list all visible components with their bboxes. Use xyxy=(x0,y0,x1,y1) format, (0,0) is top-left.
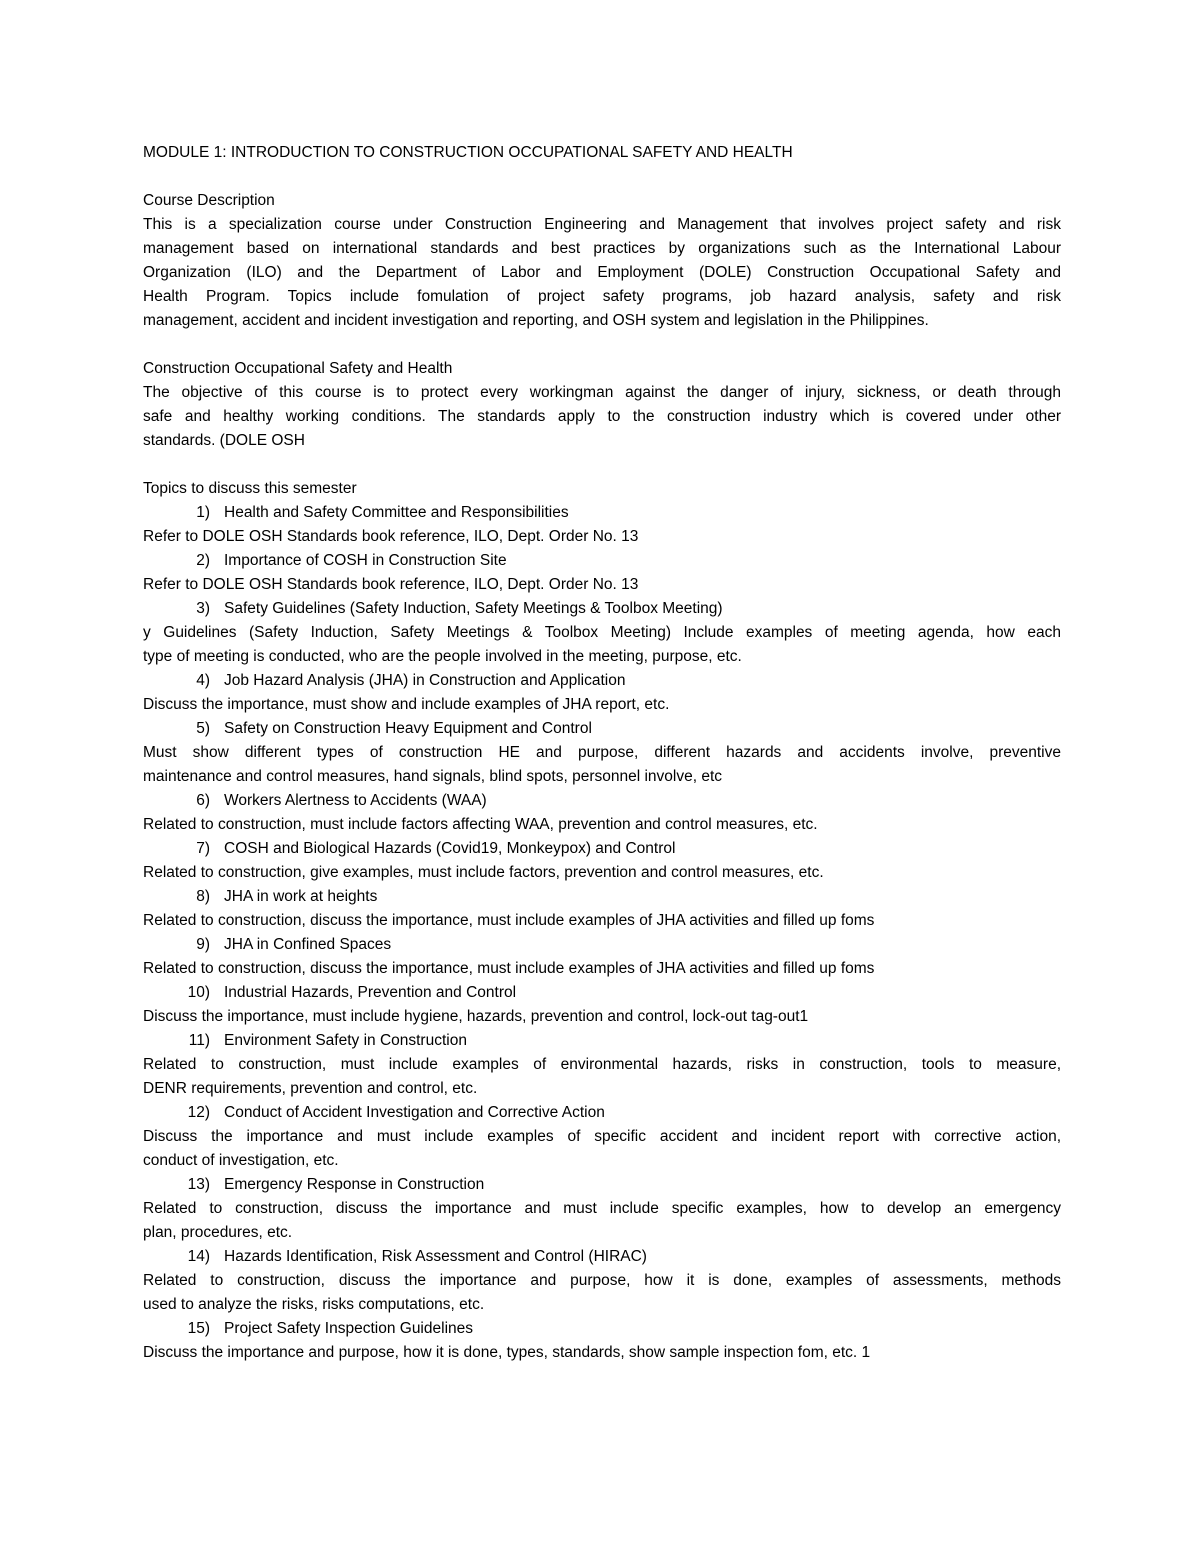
topic-title: Industrial Hazards, Prevention and Control xyxy=(224,984,517,1001)
topic-description: maintenance and control measures, hand signals, blind spots, personnel involve, etc xyxy=(143,768,723,785)
course-description-line: management, accident and incident investigation and reporting, and OSH system and legislation in the Philippines. xyxy=(143,312,929,329)
topic-title: Safety on Construction Heavy Equipment and Control xyxy=(224,720,592,737)
topic-number: 13) xyxy=(187,1176,210,1193)
topic-title: Job Hazard Analysis (JHA) in Construction and Application xyxy=(224,672,626,689)
topic-title-row xyxy=(143,885,1061,909)
topic-description: Related to construction, discuss the importance, must include examples of JHA activities and filled up foms xyxy=(143,912,875,929)
topic-number: 4) xyxy=(196,672,210,689)
cosh-heading: Construction Occupational Safety and Health xyxy=(143,360,453,377)
topic-description: Related to construction, must include examples of environmental hazards, risks in construction, tools to measure, xyxy=(143,1056,1061,1073)
topic-description: Related to construction, discuss the importance, must include examples of JHA activities and filled up foms xyxy=(143,960,875,977)
topic-number: 7) xyxy=(196,840,210,857)
topic-title-row xyxy=(143,1101,1061,1125)
topic-title-row xyxy=(143,597,1061,621)
topic-number: 14) xyxy=(187,1248,210,1265)
course-description-line: Health Program. Topics include fomulation of project safety programs, job hazard analysis, safety and risk xyxy=(143,288,1061,305)
topic-description: type of meeting is conducted, who are the people involved in the meeting, purpose, etc. xyxy=(143,648,742,665)
topic-description: conduct of investigation, etc. xyxy=(143,1152,339,1169)
course-description-line: management based on international standards and best practices by organizations such as the International Labour xyxy=(143,240,1061,257)
topic-description: Discuss the importance, must show and include examples of JHA report, etc. xyxy=(143,696,670,713)
topic-description: Related to construction, give examples, must include factors, prevention and control measures, etc. xyxy=(143,864,824,881)
topic-title: Environment Safety in Construction xyxy=(224,1032,467,1049)
topic-title-row xyxy=(143,1317,1061,1341)
topic-description: Discuss the importance and must include examples of specific accident and incident report with corrective action, xyxy=(143,1128,1061,1145)
topic-title-row xyxy=(143,1029,1061,1053)
topic-title-row xyxy=(143,1245,1061,1269)
topic-title: JHA in Confined Spaces xyxy=(224,936,392,953)
cosh-line: standards. (DOLE OSH xyxy=(143,432,305,449)
topic-title: Conduct of Accident Investigation and Corrective Action xyxy=(224,1104,605,1121)
topic-title: Project Safety Inspection Guidelines xyxy=(224,1320,473,1337)
topic-description: DENR requirements, prevention and control, etc. xyxy=(143,1080,478,1097)
topic-number: 12) xyxy=(187,1104,210,1121)
spacer xyxy=(143,333,1061,357)
course-description-heading: Course Description xyxy=(143,192,275,209)
cosh-line: The objective of this course is to protect every workingman against the danger of injury, sickness, or death through xyxy=(143,384,1061,401)
topic-description: Refer to DOLE OSH Standards book reference, ILO, Dept. Order No. 13 xyxy=(143,528,639,545)
topic-number: 6) xyxy=(196,792,210,809)
topic-number: 2) xyxy=(196,552,210,569)
topic-title-row xyxy=(143,981,1061,1005)
topic-number: 15) xyxy=(187,1320,210,1337)
topic-number: 3) xyxy=(196,600,210,617)
topic-description: Related to construction, must include factors affecting WAA, prevention and control measures, etc. xyxy=(143,816,818,833)
topic-title-row xyxy=(143,669,1061,693)
topic-description: Discuss the importance and purpose, how it is done, types, standards, show sample inspection fom, etc. 1 xyxy=(143,1344,871,1361)
cosh-line: safe and healthy working conditions. The standards apply to the construction industry which is covered under other xyxy=(143,408,1061,425)
topics-heading: Topics to discuss this semester xyxy=(143,480,357,497)
topic-number: 8) xyxy=(196,888,210,905)
topic-title-row xyxy=(143,1173,1061,1197)
topics-list xyxy=(143,501,1061,1365)
topic-title: JHA in work at heights xyxy=(224,888,378,905)
document-page xyxy=(143,141,1061,1365)
topic-title: Safety Guidelines (Safety Induction, Safety Meetings & Toolbox Meeting) xyxy=(224,600,723,617)
topic-description: Related to construction, discuss the importance and purpose, how it is done, examples of assessments, methods xyxy=(143,1272,1061,1289)
topic-number: 5) xyxy=(196,720,210,737)
topic-number: 9) xyxy=(196,936,210,953)
topic-title-row xyxy=(143,933,1061,957)
topic-title-row xyxy=(143,837,1061,861)
spacer xyxy=(143,165,1061,189)
topic-title-row xyxy=(143,501,1061,525)
topic-description: y Guidelines (Safety Induction, Safety Meetings & Toolbox Meeting) Include examples of meeting agenda, how each xyxy=(143,624,1061,641)
module-title: MODULE 1: INTRODUCTION TO CONSTRUCTION OCCUPATIONAL SAFETY AND HEALTH xyxy=(143,144,793,161)
topic-description: Must show different types of construction HE and purpose, different hazards and accidents involve, preventive xyxy=(143,744,1061,761)
course-description-line: This is a specialization course under Construction Engineering and Management that involves project safety and risk xyxy=(143,216,1061,233)
topic-title-row xyxy=(143,717,1061,741)
topic-number: 11) xyxy=(188,1032,210,1049)
topic-description: used to analyze the risks, risks computations, etc. xyxy=(143,1296,485,1313)
topic-title: COSH and Biological Hazards (Covid19, Monkeypox) and Control xyxy=(224,840,676,857)
topic-title: Workers Alertness to Accidents (WAA) xyxy=(224,792,487,809)
topic-description: Discuss the importance, must include hygiene, hazards, prevention and control, lock-out tag-out1 xyxy=(143,1008,809,1025)
topic-description: plan, procedures, etc. xyxy=(143,1224,293,1241)
topic-number: 10) xyxy=(187,984,210,1001)
course-description-line: Organization (ILO) and the Department of Labor and Employment (DOLE) Construction Occupational Safety and xyxy=(143,264,1061,281)
spacer xyxy=(143,453,1061,477)
topic-title: Hazards Identification, Risk Assessment and Control (HIRAC) xyxy=(224,1248,647,1265)
topic-number: 1) xyxy=(196,504,210,521)
topic-title-row xyxy=(143,789,1061,813)
topic-title-row xyxy=(143,549,1061,573)
topic-title: Importance of COSH in Construction Site xyxy=(224,552,507,569)
topic-title: Emergency Response in Construction xyxy=(224,1176,485,1193)
topic-description: Related to construction, discuss the importance and must include specific examples, how to develop an emergency xyxy=(143,1200,1061,1217)
topic-title: Health and Safety Committee and Responsibilities xyxy=(224,504,569,521)
topic-description: Refer to DOLE OSH Standards book reference, ILO, Dept. Order No. 13 xyxy=(143,576,639,593)
